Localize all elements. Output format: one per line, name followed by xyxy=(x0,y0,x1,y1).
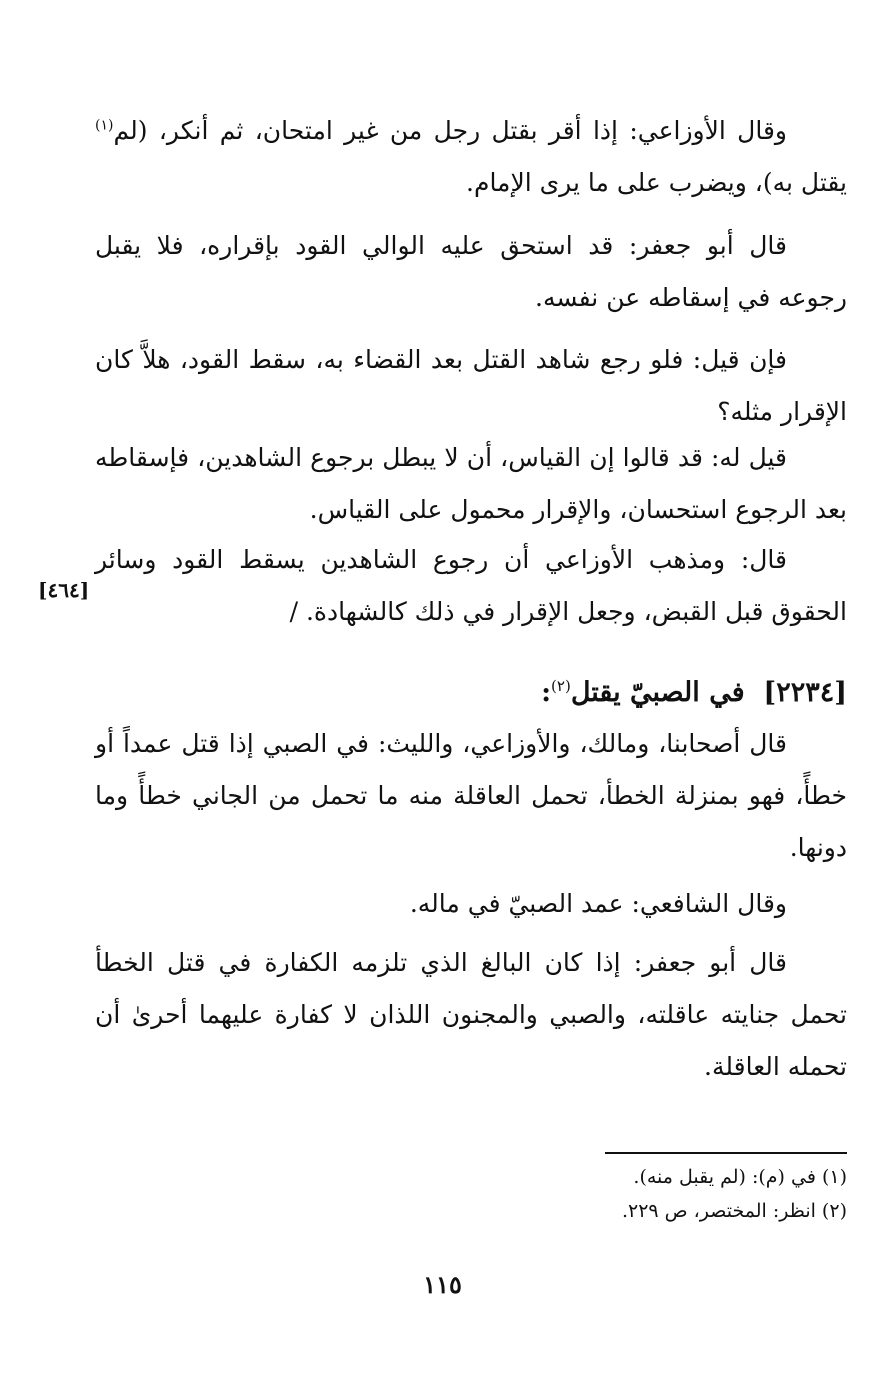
paragraph-reply: قيل له: قد قالوا إن القياس، أن لا يبطل برجوع الشاهدين، فإسقاطه بعد الرجوع استحسان، والإقرار محمول على القياس. xyxy=(95,443,847,524)
paragraph-awzai-confession xyxy=(95,105,847,209)
footnote-ref-1: (١) xyxy=(95,117,114,134)
section-heading xyxy=(95,660,847,719)
section-number: [٢٢٣٤] xyxy=(763,677,847,708)
page-number: ١١٥ xyxy=(423,1270,462,1299)
paragraph-text: وقال الأوزاعي: إذا أقر بقتل رجل من غير امتحان، ثم أنكر، (لم xyxy=(113,116,787,145)
paragraph-abu-jafar-1: قال أبو جعفر: قد استحق عليه الوالي القود بإقراره، فلا يقبل رجوعه في إسقاطه عن نفسه. xyxy=(95,231,847,312)
footnotes xyxy=(400,1160,847,1228)
heading-colon: : xyxy=(541,677,552,708)
manuscript-folio-ref: [٤٦٤] xyxy=(38,578,90,602)
section-title: في الصبيّ يقتل xyxy=(570,677,745,708)
footnote-2: (٢) انظر: المختصر، ص ٢٢٩. xyxy=(621,1200,847,1222)
paragraph-abu-jafar-2: قال أبو جعفر: إذا كان البالغ الذي تلزمه الكفارة في قتل الخطأ تحمل جنايته عاقلته، والصبي والمجنون اللذان لا كفارة عليهما أحرىٰ أن تحمله العاقلة. xyxy=(95,948,847,1081)
paragraph-text: يقتل به)، ويضرب على ما يرى الإمام. xyxy=(466,168,847,197)
paragraph-shafii: وقال الشافعي: عمد الصبيّ في ماله. xyxy=(409,889,787,918)
footnote-divider xyxy=(605,1152,847,1154)
paragraph-awzai-school: قال: ومذهب الأوزاعي أن رجوع الشاهدين يسقط القود وسائر الحقوق قبل القبض، وجعل الإقرار في ذلك كالشهادة. / xyxy=(95,545,847,626)
footnote-ref-2: (٢) xyxy=(551,677,571,695)
footnote-1: (١) في (م): (لم يقبل منه). xyxy=(633,1166,847,1188)
paragraph-companions: قال أصحابنا، ومالك، والأوزاعي، والليث: في الصبي إذا قتل عمداً أو خطأً، فهو بمنزلة الخطأ، تحمل العاقلة منه ما تحمل من الجاني خطأً وما دونها. xyxy=(95,729,847,862)
paragraph-objection: فإن قيل: فلو رجع شاهد القتل بعد القضاء به، سقط القود، هلاَّ كان الإقرار مثله؟ xyxy=(95,345,847,426)
